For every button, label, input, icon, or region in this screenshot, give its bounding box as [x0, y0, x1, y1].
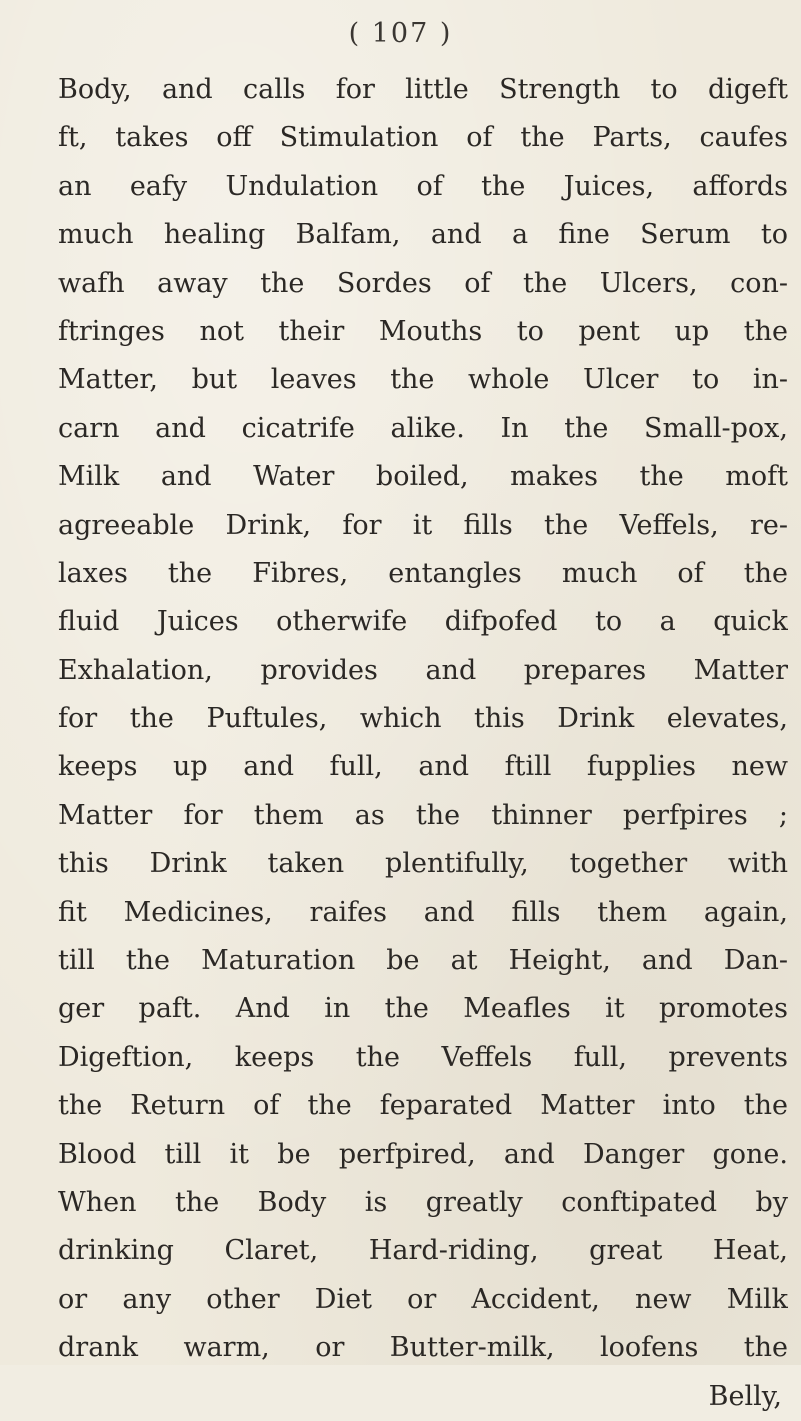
- text-line: Digeftion, keeps the Veffels full, prevents: [58, 1041, 788, 1073]
- catchword: Belly,: [708, 1380, 782, 1412]
- text-line: till the Maturation be at Height, and Dan-: [58, 945, 788, 977]
- text-line: laxes the Fibres, entangles much of the: [58, 557, 788, 589]
- text-line: ger paft. And in the Meafles it promotes: [58, 993, 788, 1025]
- text-line: an eafy Undulation of the Juices, affords: [58, 170, 788, 202]
- text-line: carn and cicatrife alike. In the Small-pox,: [58, 412, 788, 444]
- text-line: Exhalation, provides and prepares Matter: [58, 654, 788, 686]
- text-line: fluid Juices otherwife difpofed to a quick: [58, 606, 788, 638]
- text-line: wafh away the Sordes of the Ulcers, con-: [58, 267, 788, 299]
- text-line: ft, takes off Stimulation of the Parts, caufes: [58, 122, 788, 154]
- page-number: ( 107 ): [348, 18, 453, 49]
- text-line: much healing Balfam, and a fine Serum to: [58, 219, 788, 251]
- text-line: When the Body is greatly conftipated by: [58, 1186, 788, 1218]
- text-line: drinking Claret, Hard-riding, great Heat,: [58, 1235, 788, 1267]
- text-line: drank warm, or Butter-milk, loofens the: [58, 1332, 788, 1364]
- body-text: [58, 66, 788, 1421]
- text-line: fit Medicines, raifes and fills them again,: [58, 896, 788, 928]
- text-line: Matter for them as the thinner perfpires ;: [58, 799, 788, 831]
- text-line: Matter, but leaves the whole Ulcer to in-: [58, 364, 788, 396]
- text-line: Milk and Water boiled, makes the moft: [58, 461, 788, 493]
- text-line: for the Puftules, which this Drink elevates,: [58, 703, 788, 735]
- text-line: this Drink taken plentifully, together with: [58, 848, 788, 880]
- text-line: or any other Diet or Accident, new Milk: [58, 1283, 788, 1315]
- text-line: agreeable Drink, for it fills the Veffels, re-: [58, 509, 788, 541]
- text-line: the Return of the feparated Matter into the: [58, 1090, 788, 1122]
- text-line: keeps up and full, and ftill fupplies new: [58, 751, 788, 783]
- text-line: Blood till it be perfpired, and Danger gone.: [58, 1138, 788, 1170]
- text-line: ftringes not their Mouths to pent up the: [58, 315, 788, 347]
- text-line: Body, and calls for little Strength to digeft: [58, 74, 788, 105]
